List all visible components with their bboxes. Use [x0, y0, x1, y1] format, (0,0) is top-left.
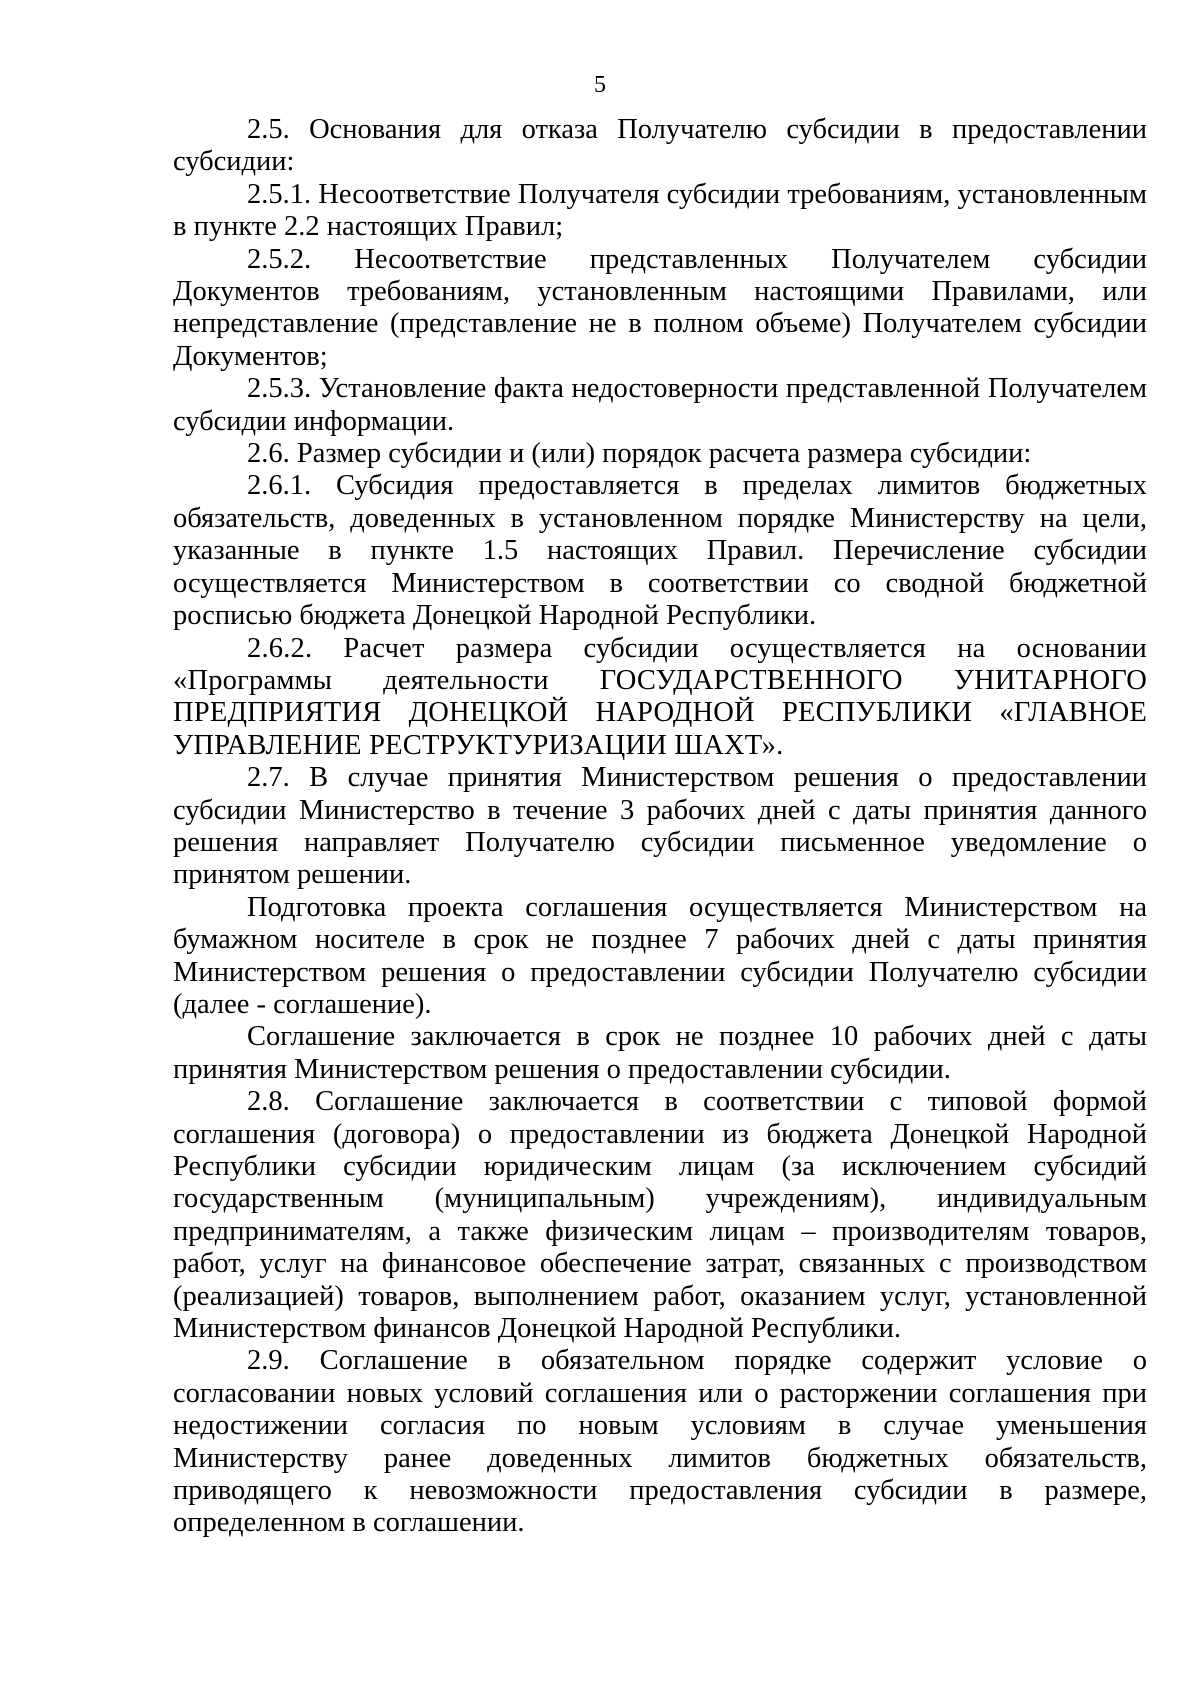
paragraph-2-9: 2.9. Соглашение в обязательном порядке содержит условие о согласовании новых условий соглашения или о расторжении соглашения при недостижении согласия по новым условиям в случае уменьшения Министерству ранее доведенных лимитов бюджетных обязательств, приводящего к невозможности предоставления субсидии в размере, определенном в соглашении.: [173, 1345, 1147, 1539]
paragraph-2-5-3: 2.5.3. Установление факта недостоверности представленной Получателем субсидии информации.: [173, 373, 1147, 437]
paragraph-2-5: 2.5. Основания для отказа Получателю субсидии в предоставлении субсидии:: [173, 114, 1147, 178]
paragraph-2-7-conclusion: Соглашение заключается в срок не позднее 10 рабочих дней с даты принятия Министерством решения о предоставлении субсидии.: [173, 1021, 1147, 1085]
paragraph-2-6-1: 2.6.1. Субсидия предоставляется в пределах лимитов бюджетных обязательств, доведенных в установленном порядке Министерству на цели, указанные в пункте 1.5 настоящих Правил. Перечисление субсидии осуществляется Министерством в соответствии со сводной бюджетной росписью бюджета Донецкой Народной Республики.: [173, 470, 1147, 632]
paragraph-2-8: 2.8. Соглашение заключается в соответствии с типовой формой соглашения (договора) о предоставлении из бюджета Донецкой Народной Республики субсидии юридическим лицам (за исключением субсидий государственным (муниципальным) учреждениям), индивидуальным предпринимателям, а также физическим лицам – производителям товаров, работ, услуг на финансовое обеспечение затрат, связанных с производством (реализацией) товаров, выполнением работ, оказанием услуг, установленной Министерством финансов Донецкой Народной Республики.: [173, 1086, 1147, 1345]
page-number: 5: [594, 72, 606, 98]
paragraph-2-6: 2.6. Размер субсидии и (или) порядок расчета размера субсидии:: [247, 438, 1032, 470]
paragraph-2-7-draft: Подготовка проекта соглашения осуществляется Министерством на бумажном носителе в срок не позднее 7 рабочих дней с даты принятия Министерством решения о предоставлении субсидии Получателю субсидии (далее - соглашение).: [173, 891, 1147, 1020]
paragraph-2-7: 2.7. В случае принятия Министерством решения о предоставлении субсидии Министерство в течение 3 рабочих дней с даты принятия данного решения направляет Получателю субсидии письменное уведомление о принятом решении.: [173, 762, 1147, 891]
document-body: [173, 114, 1147, 1540]
paragraph-2-5-1: 2.5.1. Несоответствие Получателя субсидии требованиям, установленным в пункте 2.2 настоящих Правил;: [173, 178, 1147, 243]
paragraph-2-6-2: 2.6.2. Расчет размера субсидии осуществляется на основании «Программы деятельности ГОСУДАРСТВЕННОГО УНИТАРНОГО ПРЕДПРИЯТИЯ ДОНЕЦКОЙ НАРОДНОЙ РЕСПУБЛИКИ «ГЛАВНОЕ УПРАВЛЕНИЕ РЕСТРУКТУРИЗАЦИИ ШАХТ».: [173, 632, 1147, 761]
paragraph-2-5-2: 2.5.2. Несоответствие представленных Получателем субсидии Документов требованиям, установленным настоящими Правилами, или непредставление (представление не в полном объеме) Получателем субсидии Документов;: [173, 243, 1147, 372]
